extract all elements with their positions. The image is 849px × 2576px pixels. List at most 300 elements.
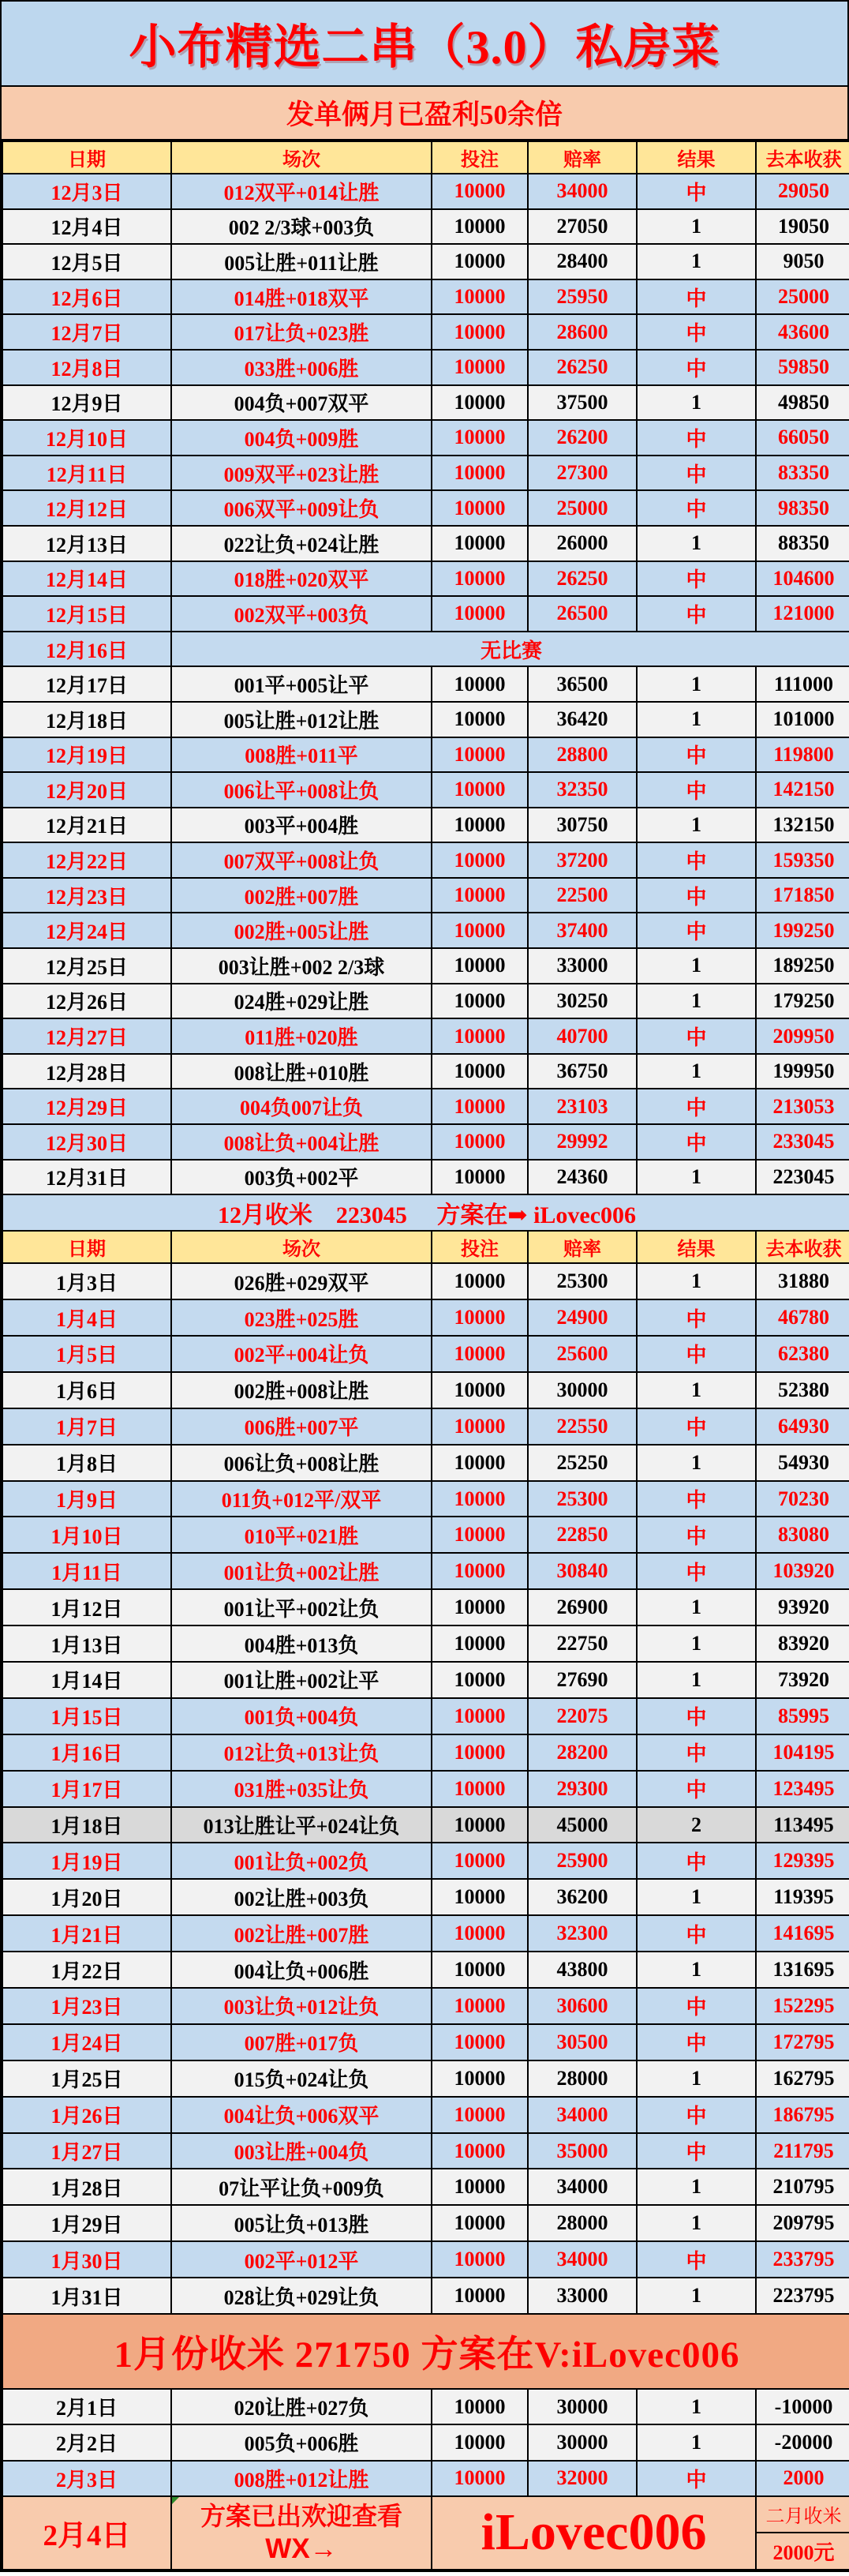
match-cell: 002让胜+003负 bbox=[171, 1879, 432, 1915]
result-cell: 中 bbox=[637, 596, 756, 632]
page-title: 小布精选二串（3.0）私房菜 bbox=[129, 21, 720, 73]
match-cell: 002平+012平 bbox=[171, 2241, 432, 2278]
table-row bbox=[2, 772, 849, 808]
match-cell: 031胜+035让负 bbox=[171, 1771, 432, 1807]
odds-cell: 34000 bbox=[528, 2169, 637, 2205]
match-cell: 002让胜+007胜 bbox=[171, 1915, 432, 1952]
date-cell: 1月19日 bbox=[2, 1843, 171, 1879]
date-cell: 12月15日 bbox=[2, 596, 171, 632]
table-row bbox=[2, 244, 849, 279]
table-row bbox=[2, 561, 849, 597]
odds-cell: 28000 bbox=[528, 2205, 637, 2241]
result-cell: 中 bbox=[637, 1553, 756, 1589]
stake-cell: 10000 bbox=[432, 2424, 528, 2460]
date-cell: 12月20日 bbox=[2, 772, 171, 808]
result-cell: 中 bbox=[637, 2241, 756, 2278]
result-cell: 1 bbox=[637, 702, 756, 737]
return-cell: 43600 bbox=[756, 314, 849, 350]
return-cell: 83080 bbox=[756, 1517, 849, 1553]
return-cell: 142150 bbox=[756, 772, 849, 808]
date-cell: 12月3日 bbox=[2, 174, 171, 209]
return-cell: 211795 bbox=[756, 2133, 849, 2169]
odds-cell: 27300 bbox=[528, 456, 637, 491]
odds-cell: 30750 bbox=[528, 808, 637, 843]
date-cell: 12月18日 bbox=[2, 702, 171, 737]
match-cell: 013让胜让平+024让负 bbox=[171, 1807, 432, 1843]
return-cell: 49850 bbox=[756, 385, 849, 421]
odds-cell: 37200 bbox=[528, 842, 637, 878]
result-cell: 1 bbox=[637, 1625, 756, 1662]
match-cell: 007胜+017负 bbox=[171, 2024, 432, 2060]
header-row bbox=[2, 141, 849, 174]
date-cell: 1月21日 bbox=[2, 1915, 171, 1952]
odds-cell: 26000 bbox=[528, 526, 637, 561]
match-cell: 010平+021胜 bbox=[171, 1517, 432, 1553]
date-cell: 1月28日 bbox=[2, 2169, 171, 2205]
return-cell: 46780 bbox=[756, 1299, 849, 1336]
table-row bbox=[2, 1372, 849, 1408]
result-cell: 中 bbox=[637, 2097, 756, 2133]
date-cell: 12月11日 bbox=[2, 456, 171, 491]
table-row bbox=[2, 842, 849, 878]
column-header-stake-cell: 投注 bbox=[432, 1231, 528, 1263]
odds-cell: 37400 bbox=[528, 913, 637, 948]
result-cell: 中 bbox=[637, 878, 756, 913]
footer-section bbox=[2, 2496, 849, 2570]
date-cell: 1月16日 bbox=[2, 1734, 171, 1771]
table-row bbox=[2, 1625, 849, 1662]
return-cell: 159350 bbox=[756, 842, 849, 878]
table-row bbox=[2, 385, 849, 421]
table-row bbox=[2, 1988, 849, 2024]
december-summary-row bbox=[2, 1194, 849, 1231]
odds-cell: 33000 bbox=[528, 948, 637, 984]
return-cell: 73920 bbox=[756, 1662, 849, 1698]
match-cell: 002胜+005让胜 bbox=[171, 913, 432, 948]
stake-cell: 10000 bbox=[432, 456, 528, 491]
match-cell: 003让胜+004负 bbox=[171, 2133, 432, 2169]
odds-cell: 34000 bbox=[528, 174, 637, 209]
result-cell: 1 bbox=[637, 244, 756, 279]
bets-table bbox=[2, 141, 849, 2570]
match-cell: 002 2/3球+003负 bbox=[171, 209, 432, 245]
match-cell: 001让负+002让胜 bbox=[171, 1553, 432, 1589]
odds-cell: 28600 bbox=[528, 314, 637, 350]
date-cell: 1月4日 bbox=[2, 1299, 171, 1336]
match-cell: 008胜+012让胜 bbox=[171, 2461, 432, 2496]
date-cell: 1月24日 bbox=[2, 2024, 171, 2060]
table-row bbox=[2, 1553, 849, 1589]
match-cell: 003负+002平 bbox=[171, 1160, 432, 1195]
date-cell: 12月16日 bbox=[2, 632, 171, 667]
date-cell: 12月9日 bbox=[2, 385, 171, 421]
footer-date: 2月4日 bbox=[2, 2496, 171, 2570]
table-row bbox=[2, 1952, 849, 1988]
stake-cell: 10000 bbox=[432, 1807, 528, 1843]
return-cell: 129395 bbox=[756, 1843, 849, 1879]
stake-cell: 10000 bbox=[432, 1336, 528, 1372]
return-cell: 104195 bbox=[756, 1734, 849, 1771]
return-cell: 103920 bbox=[756, 1553, 849, 1589]
result-cell: 1 bbox=[637, 1054, 756, 1089]
date-cell: 1月18日 bbox=[2, 1807, 171, 1843]
table-row bbox=[2, 526, 849, 561]
return-cell: 209795 bbox=[756, 2205, 849, 2241]
footer-month-value: 2000元 bbox=[772, 2540, 835, 2564]
return-cell: 64930 bbox=[756, 1408, 849, 1445]
table-row bbox=[2, 1734, 849, 1771]
odds-cell: 24900 bbox=[528, 1299, 637, 1336]
footer-note bbox=[171, 2496, 432, 2570]
result-cell: 1 bbox=[637, 1263, 756, 1299]
result-cell: 1 bbox=[637, 1662, 756, 1698]
odds-cell: 26900 bbox=[528, 1589, 637, 1625]
odds-cell: 28200 bbox=[528, 1734, 637, 1771]
odds-cell: 30500 bbox=[528, 2024, 637, 2060]
match-cell: 004负+009胜 bbox=[171, 420, 432, 456]
return-cell: 179250 bbox=[756, 984, 849, 1019]
title-band bbox=[2, 2, 847, 87]
date-cell: 1月12日 bbox=[2, 1589, 171, 1625]
date-cell: 2月1日 bbox=[2, 2389, 171, 2424]
odds-cell: 34000 bbox=[528, 2241, 637, 2278]
result-cell: 中 bbox=[637, 490, 756, 526]
match-cell: 001平+005让平 bbox=[171, 666, 432, 702]
stake-cell: 10000 bbox=[432, 490, 528, 526]
match-cell: 011胜+020胜 bbox=[171, 1018, 432, 1054]
stake-cell: 10000 bbox=[432, 1445, 528, 1481]
result-cell: 中 bbox=[637, 350, 756, 385]
stake-cell: 10000 bbox=[432, 878, 528, 913]
date-cell: 1月26日 bbox=[2, 2097, 171, 2133]
stake-cell: 10000 bbox=[432, 1089, 528, 1124]
stake-cell: 10000 bbox=[432, 948, 528, 984]
date-cell: 12月22日 bbox=[2, 842, 171, 878]
result-cell: 中 bbox=[637, 913, 756, 948]
stake-cell: 10000 bbox=[432, 526, 528, 561]
match-cell: 003平+004胜 bbox=[171, 808, 432, 843]
match-cell: 018胜+020双平 bbox=[171, 561, 432, 597]
result-cell: 中 bbox=[637, 456, 756, 491]
stake-cell: 10000 bbox=[432, 913, 528, 948]
column-header-return-cell: 去本收获 bbox=[756, 141, 849, 174]
table-row bbox=[2, 209, 849, 245]
result-cell: 1 bbox=[637, 2389, 756, 2424]
table-row bbox=[2, 1299, 849, 1336]
result-cell: 1 bbox=[637, 1589, 756, 1625]
odds-cell: 27050 bbox=[528, 209, 637, 245]
odds-cell: 32300 bbox=[528, 1915, 637, 1952]
stake-cell: 10000 bbox=[432, 2389, 528, 2424]
match-cell: 001负+004负 bbox=[171, 1698, 432, 1734]
match-cell: 004负007让负 bbox=[171, 1089, 432, 1124]
table-row bbox=[2, 174, 849, 209]
date-cell: 1月7日 bbox=[2, 1408, 171, 1445]
table-row bbox=[2, 279, 849, 315]
summary-cell: 1月份收米 271750 方案在V:iLovec006 bbox=[2, 2314, 849, 2389]
return-cell: 62380 bbox=[756, 1336, 849, 1372]
return-cell: 123495 bbox=[756, 1771, 849, 1807]
result-cell: 1 bbox=[637, 984, 756, 1019]
result-cell: 中 bbox=[637, 1089, 756, 1124]
stake-cell: 10000 bbox=[432, 666, 528, 702]
result-cell: 1 bbox=[637, 1952, 756, 1988]
odds-cell: 28800 bbox=[528, 737, 637, 773]
match-cell: 022让负+024让胜 bbox=[171, 526, 432, 561]
stake-cell: 10000 bbox=[432, 279, 528, 315]
stake-cell: 10000 bbox=[432, 772, 528, 808]
stake-cell: 10000 bbox=[432, 385, 528, 421]
return-cell: 104600 bbox=[756, 561, 849, 597]
stake-cell: 10000 bbox=[432, 1263, 528, 1299]
stake-cell: 10000 bbox=[432, 561, 528, 597]
date-cell: 12月29日 bbox=[2, 1089, 171, 1124]
table-row bbox=[2, 2097, 849, 2133]
column-header-match-cell: 场次 bbox=[171, 141, 432, 174]
result-cell: 1 bbox=[637, 2205, 756, 2241]
odds-cell: 22750 bbox=[528, 1625, 637, 1662]
match-cell: 020让胜+027负 bbox=[171, 2389, 432, 2424]
date-cell: 1月14日 bbox=[2, 1662, 171, 1698]
stake-cell: 10000 bbox=[432, 596, 528, 632]
table-row bbox=[2, 878, 849, 913]
subtitle: 发单俩月已盈利50余倍 bbox=[286, 99, 563, 130]
table-row bbox=[2, 984, 849, 1019]
stake-cell: 10000 bbox=[432, 1589, 528, 1625]
odds-cell: 25000 bbox=[528, 490, 637, 526]
return-cell: 189250 bbox=[756, 948, 849, 984]
result-cell: 中 bbox=[637, 2133, 756, 2169]
match-cell: 028让负+029让负 bbox=[171, 2278, 432, 2314]
odds-cell: 35000 bbox=[528, 2133, 637, 2169]
table-row bbox=[2, 1843, 849, 1879]
stake-cell: 10000 bbox=[432, 808, 528, 843]
odds-cell: 32350 bbox=[528, 772, 637, 808]
table-row bbox=[2, 2389, 849, 2424]
footer-note-line2: WX→ bbox=[265, 2533, 338, 2564]
result-cell: 1 bbox=[637, 1879, 756, 1915]
stake-cell: 10000 bbox=[432, 1372, 528, 1408]
footer-row bbox=[2, 2496, 849, 2570]
result-cell: 中 bbox=[637, 314, 756, 350]
odds-cell: 22075 bbox=[528, 1698, 637, 1734]
match-cell: 023胜+025胜 bbox=[171, 1299, 432, 1336]
odds-cell: 43800 bbox=[528, 1952, 637, 1988]
date-cell: 1月3日 bbox=[2, 1263, 171, 1299]
table-body bbox=[2, 141, 849, 2496]
return-cell: 66050 bbox=[756, 420, 849, 456]
result-cell: 1 bbox=[637, 2424, 756, 2460]
result-cell: 中 bbox=[637, 1408, 756, 1445]
no-match-cell: 无比赛 bbox=[171, 632, 849, 667]
return-cell: 119800 bbox=[756, 737, 849, 773]
match-cell: 004胜+013负 bbox=[171, 1625, 432, 1662]
table-row bbox=[2, 1771, 849, 1807]
match-cell: 003让负+012让负 bbox=[171, 1988, 432, 2024]
return-cell: -10000 bbox=[756, 2389, 849, 2424]
stake-cell: 10000 bbox=[432, 2278, 528, 2314]
table-row bbox=[2, 1408, 849, 1445]
return-cell: 2000 bbox=[756, 2461, 849, 2496]
return-cell: 223045 bbox=[756, 1160, 849, 1195]
return-cell: 29050 bbox=[756, 174, 849, 209]
footer-month-cell bbox=[756, 2496, 849, 2570]
date-cell: 12月6日 bbox=[2, 279, 171, 315]
column-header-stake-cell: 投注 bbox=[432, 141, 528, 174]
date-cell: 12月25日 bbox=[2, 948, 171, 984]
result-cell: 中 bbox=[637, 1915, 756, 1952]
stake-cell: 10000 bbox=[432, 2205, 528, 2241]
return-cell: 98350 bbox=[756, 490, 849, 526]
return-cell: 209950 bbox=[756, 1018, 849, 1054]
result-cell: 1 bbox=[637, 1445, 756, 1481]
odds-cell: 40700 bbox=[528, 1018, 637, 1054]
result-cell: 中 bbox=[637, 842, 756, 878]
table-row bbox=[2, 702, 849, 737]
result-cell: 中 bbox=[637, 1124, 756, 1160]
header-row bbox=[2, 1231, 849, 1263]
date-cell: 1月13日 bbox=[2, 1625, 171, 1662]
stake-cell: 10000 bbox=[432, 1698, 528, 1734]
return-cell: 52380 bbox=[756, 1372, 849, 1408]
match-cell: 003让胜+002 2/3球 bbox=[171, 948, 432, 984]
result-cell: 1 bbox=[637, 2169, 756, 2205]
return-cell: 162795 bbox=[756, 2060, 849, 2097]
stake-cell: 10000 bbox=[432, 2060, 528, 2097]
result-cell: 1 bbox=[637, 2278, 756, 2314]
table-row bbox=[2, 1589, 849, 1625]
match-cell: 008让胜+010胜 bbox=[171, 1054, 432, 1089]
date-cell: 12月7日 bbox=[2, 314, 171, 350]
return-cell: 213053 bbox=[756, 1089, 849, 1124]
stake-cell: 10000 bbox=[432, 174, 528, 209]
summary-cell: 12月收米 223045 方案在➡ iLovec006 bbox=[2, 1194, 849, 1231]
table-row bbox=[2, 913, 849, 948]
date-cell: 12月5日 bbox=[2, 244, 171, 279]
table-row bbox=[2, 1336, 849, 1372]
odds-cell: 30840 bbox=[528, 1553, 637, 1589]
table-row bbox=[2, 1481, 849, 1517]
return-cell: 186795 bbox=[756, 2097, 849, 2133]
odds-cell: 45000 bbox=[528, 1807, 637, 1843]
odds-cell: 28400 bbox=[528, 244, 637, 279]
return-cell: 132150 bbox=[756, 808, 849, 843]
return-cell: -20000 bbox=[756, 2424, 849, 2460]
result-cell: 中 bbox=[637, 1018, 756, 1054]
date-cell: 1月9日 bbox=[2, 1481, 171, 1517]
match-cell: 005负+006胜 bbox=[171, 2424, 432, 2460]
return-cell: 70230 bbox=[756, 1481, 849, 1517]
date-cell: 1月27日 bbox=[2, 2133, 171, 2169]
result-cell: 中 bbox=[637, 1481, 756, 1517]
result-cell: 1 bbox=[637, 1160, 756, 1195]
odds-cell: 30000 bbox=[528, 2424, 637, 2460]
result-cell: 1 bbox=[637, 2060, 756, 2097]
result-cell: 中 bbox=[637, 1299, 756, 1336]
column-header-date-cell: 日期 bbox=[2, 141, 171, 174]
stake-cell: 10000 bbox=[432, 1018, 528, 1054]
table-row bbox=[2, 490, 849, 526]
table-row bbox=[2, 350, 849, 385]
odds-cell: 23103 bbox=[528, 1089, 637, 1124]
result-cell: 1 bbox=[637, 666, 756, 702]
table-row bbox=[2, 1698, 849, 1734]
table-row bbox=[2, 2133, 849, 2169]
result-cell: 1 bbox=[637, 385, 756, 421]
return-cell: 101000 bbox=[756, 702, 849, 737]
table-row bbox=[2, 737, 849, 773]
date-cell: 12月27日 bbox=[2, 1018, 171, 1054]
match-cell: 001让负+002负 bbox=[171, 1843, 432, 1879]
column-header-result-cell: 结果 bbox=[637, 1231, 756, 1263]
match-cell: 006让负+008让胜 bbox=[171, 1445, 432, 1481]
result-cell: 1 bbox=[637, 948, 756, 984]
stake-cell: 10000 bbox=[432, 1054, 528, 1089]
column-header-return-cell: 去本收获 bbox=[756, 1231, 849, 1263]
date-cell: 12月4日 bbox=[2, 209, 171, 245]
column-header-odds-cell: 赔率 bbox=[528, 1231, 637, 1263]
table-row bbox=[2, 808, 849, 843]
match-cell: 002胜+007胜 bbox=[171, 878, 432, 913]
stake-cell: 10000 bbox=[432, 420, 528, 456]
stake-cell: 10000 bbox=[432, 842, 528, 878]
date-cell: 12月30日 bbox=[2, 1124, 171, 1160]
odds-cell: 26200 bbox=[528, 420, 637, 456]
match-cell: 002胜+008让胜 bbox=[171, 1372, 432, 1408]
january-summary-row bbox=[2, 2314, 849, 2389]
stake-cell: 10000 bbox=[432, 1988, 528, 2024]
table-row bbox=[2, 1124, 849, 1160]
column-header-result-cell: 结果 bbox=[637, 141, 756, 174]
stake-cell: 10000 bbox=[432, 1662, 528, 1698]
odds-cell: 30600 bbox=[528, 1988, 637, 2024]
stake-cell: 10000 bbox=[432, 1625, 528, 1662]
result-cell: 中 bbox=[637, 737, 756, 773]
odds-cell: 36200 bbox=[528, 1879, 637, 1915]
date-cell: 1月11日 bbox=[2, 1553, 171, 1589]
return-cell: 9050 bbox=[756, 244, 849, 279]
return-cell: 31880 bbox=[756, 1263, 849, 1299]
result-cell: 中 bbox=[637, 1988, 756, 2024]
result-cell: 中 bbox=[637, 1771, 756, 1807]
column-header-odds-cell: 赔率 bbox=[528, 141, 637, 174]
match-cell: 004负+007双平 bbox=[171, 385, 432, 421]
column-header-date-cell: 日期 bbox=[2, 1231, 171, 1263]
odds-cell: 27690 bbox=[528, 1662, 637, 1698]
return-cell: 54930 bbox=[756, 1445, 849, 1481]
footer-brand: iLovec006 bbox=[432, 2496, 756, 2570]
table-row bbox=[2, 1517, 849, 1553]
date-cell: 12月28日 bbox=[2, 1054, 171, 1089]
match-cell: 012让负+013让负 bbox=[171, 1734, 432, 1771]
stake-cell: 10000 bbox=[432, 350, 528, 385]
stake-cell: 10000 bbox=[432, 1879, 528, 1915]
return-cell: 121000 bbox=[756, 596, 849, 632]
match-cell: 008胜+011平 bbox=[171, 737, 432, 773]
result-cell: 中 bbox=[637, 1698, 756, 1734]
table-row bbox=[2, 2241, 849, 2278]
stake-cell: 10000 bbox=[432, 1553, 528, 1589]
date-cell: 12月12日 bbox=[2, 490, 171, 526]
date-cell: 1月29日 bbox=[2, 2205, 171, 2241]
stake-cell: 10000 bbox=[432, 1408, 528, 1445]
result-cell: 1 bbox=[637, 1372, 756, 1408]
return-cell: 131695 bbox=[756, 1952, 849, 1988]
match-cell: 015负+024让负 bbox=[171, 2060, 432, 2097]
footer-month-label: 二月收米 bbox=[757, 2497, 849, 2533]
date-cell: 1月6日 bbox=[2, 1372, 171, 1408]
odds-cell: 28000 bbox=[528, 2060, 637, 2097]
